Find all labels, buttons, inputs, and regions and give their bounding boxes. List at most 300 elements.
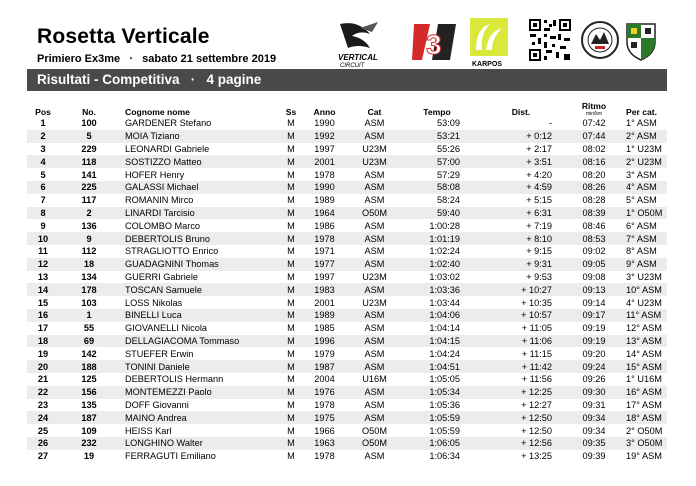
svg-text:VERTICAL: VERTICAL xyxy=(338,53,378,62)
results-banner xyxy=(27,69,667,91)
cell-dist: + 9:31 xyxy=(472,258,570,271)
cell-cat: U23M xyxy=(362,297,387,308)
cell-tempo: 1:05:36 xyxy=(429,399,460,410)
cell-cat: ASM xyxy=(347,181,402,194)
table-row xyxy=(27,437,667,450)
cell-pos: 1 xyxy=(40,118,46,129)
cell-percat: 4° U23M xyxy=(626,297,662,308)
cell-ritmo: 07:42 xyxy=(582,118,606,129)
cell-num: 2 xyxy=(59,207,119,220)
cell-name: MONTEMEZZI Paolo xyxy=(119,386,280,399)
ex3me-logo xyxy=(410,20,458,66)
cell-ritmo: 08:26 xyxy=(570,181,618,194)
cell-ritmo: 09:31 xyxy=(582,399,606,410)
cell-ss: M xyxy=(287,271,295,282)
cell-ss: M xyxy=(280,386,302,399)
cell-percat: 15° ASM xyxy=(618,360,667,373)
cell-cat: U23M xyxy=(362,271,387,282)
svg-text:3: 3 xyxy=(426,29,442,60)
vertical-circuit-logo xyxy=(330,18,390,68)
cell-percat: 4° ASM xyxy=(618,181,667,194)
cell-percat: 13° ASM xyxy=(618,335,667,348)
cell-name: COLOMBO Marco xyxy=(125,220,201,231)
col-dist: Dist. xyxy=(511,107,531,117)
cell-dist: + 11:06 xyxy=(472,335,570,348)
cell-percat: 3° U23M xyxy=(626,271,662,282)
sponsor-logos xyxy=(330,14,696,70)
cell-ss: M xyxy=(287,399,295,410)
cell-num: 136 xyxy=(81,220,97,231)
cell-name: LONGHINO Walter xyxy=(119,437,280,450)
cell-cat: ASM xyxy=(347,309,402,322)
cell-cat: U16M xyxy=(362,374,387,385)
cell-ritmo: 08:28 xyxy=(582,195,606,206)
cell-num: 156 xyxy=(59,386,119,399)
ritmo-label: Ritmo xyxy=(581,101,607,111)
cell-ritmo: 09:39 xyxy=(582,451,606,462)
cell-ss: M xyxy=(287,143,295,154)
cell-num: 134 xyxy=(81,271,97,282)
cell-cat: U23M xyxy=(347,155,402,168)
cell-name: MOIA Tiziano xyxy=(119,130,280,143)
cell-ritmo: 09:05 xyxy=(570,258,618,271)
col-cat: Cat xyxy=(367,107,382,117)
cell-cat: ASM xyxy=(347,411,402,424)
cell-ss: M xyxy=(287,348,295,359)
cell-num: 18 xyxy=(59,258,119,271)
cell-dist: + 12:50 xyxy=(521,425,552,436)
cell-ritmo: 08:46 xyxy=(582,220,606,231)
cell-num: 117 xyxy=(81,195,97,206)
cell-anno: 1963 xyxy=(302,437,347,450)
table-row xyxy=(27,258,667,271)
cell-ss: M xyxy=(287,323,295,334)
cell-ss: M xyxy=(287,220,295,231)
cell-dist: + 3:51 xyxy=(472,155,570,168)
cell-num: 188 xyxy=(59,360,119,373)
cell-pos: 5 xyxy=(40,169,46,180)
cell-pos: 9 xyxy=(40,220,46,231)
cell-dist: + 12:27 xyxy=(521,399,552,410)
cell-anno: 1992 xyxy=(302,130,347,143)
cell-anno: 1986 xyxy=(314,220,335,231)
cell-ritmo: 08:20 xyxy=(582,169,606,180)
cell-num: 1 xyxy=(59,309,119,322)
cell-cat: ASM xyxy=(364,118,385,129)
cell-dist: + 9:15 xyxy=(526,246,552,257)
cell-ritmo: 09:34 xyxy=(570,411,618,424)
cell-name: ROMANIN Mirco xyxy=(125,195,194,206)
cell-num: 232 xyxy=(59,437,119,450)
cell-dist: + 13:25 xyxy=(521,451,552,462)
cell-num: 112 xyxy=(81,246,97,257)
table-row xyxy=(27,322,667,335)
table-row xyxy=(27,194,667,207)
cell-ss: M xyxy=(280,335,302,348)
cell-cat: ASM xyxy=(347,232,402,245)
cell-ss: M xyxy=(280,411,302,424)
karpos-logo xyxy=(470,18,512,68)
cell-name: HEISS Karl xyxy=(125,425,172,436)
page-count: 4 pagine xyxy=(206,72,262,87)
table-row xyxy=(27,386,667,399)
cell-tempo: 57:00 xyxy=(402,155,472,168)
cell-pos: 19 xyxy=(37,348,49,359)
cell-percat: 5° ASM xyxy=(626,195,657,206)
cell-ss: M xyxy=(287,451,295,462)
cell-num: 5 xyxy=(59,130,119,143)
table-row xyxy=(27,360,667,373)
table-row xyxy=(27,424,667,437)
cell-percat: 7° ASM xyxy=(618,232,667,245)
cell-cat: ASM xyxy=(364,323,385,334)
cell-percat: 1° U23M xyxy=(626,143,662,154)
col-name: Cognome nome xyxy=(125,107,190,117)
cell-percat: 14° ASM xyxy=(626,348,662,359)
cell-pos: 12 xyxy=(27,258,59,271)
cell-percat: 6° ASM xyxy=(626,220,657,231)
cell-dist: + 6:31 xyxy=(472,207,570,220)
cell-name: HOFER Henry xyxy=(125,169,185,180)
cell-tempo: 1:04:06 xyxy=(402,309,472,322)
cell-name: LINARDI Tarcisio xyxy=(119,207,280,220)
cell-ritmo: 09:19 xyxy=(570,335,618,348)
cell-num: 100 xyxy=(81,118,97,129)
cell-tempo: 1:05:05 xyxy=(429,374,460,385)
federation-seal xyxy=(580,20,620,60)
table-row xyxy=(27,399,667,412)
cell-dist: + 8:10 xyxy=(472,232,570,245)
cell-tempo: 53:21 xyxy=(402,130,472,143)
cell-ritmo: 09:14 xyxy=(582,297,606,308)
col-num: No. xyxy=(82,107,96,117)
cell-pos: 27 xyxy=(37,451,49,462)
cell-ss: M xyxy=(280,258,302,271)
cell-tempo: 58:24 xyxy=(437,195,460,206)
banner-label: Risultati - Competitiva xyxy=(37,72,180,87)
cell-num: 135 xyxy=(81,399,97,410)
cell-cat: O50M xyxy=(361,425,388,436)
cell-anno: 1966 xyxy=(314,425,335,436)
cell-tempo: 1:05:59 xyxy=(429,425,460,436)
cell-pos: 26 xyxy=(27,437,59,450)
cell-name: DEBERTOLIS Bruno xyxy=(119,232,280,245)
cell-pos: 16 xyxy=(27,309,59,322)
table-row xyxy=(27,296,667,309)
cell-ss: M xyxy=(287,195,295,206)
cell-pos: 4 xyxy=(27,155,59,168)
cell-dist: + 4:59 xyxy=(472,181,570,194)
checkered-shield xyxy=(625,20,657,62)
cell-ss: M xyxy=(280,360,302,373)
cell-anno: 1975 xyxy=(302,411,347,424)
cell-pos: 20 xyxy=(27,360,59,373)
cell-pos: 15 xyxy=(37,297,49,308)
cell-cat: ASM xyxy=(364,451,385,462)
cell-ss: M xyxy=(280,130,302,143)
cell-anno: 1964 xyxy=(302,207,347,220)
cell-dist: + 11:56 xyxy=(521,374,552,385)
cell-percat: 17° ASM xyxy=(626,399,662,410)
cell-dist: - xyxy=(548,118,552,129)
cell-cat: ASM xyxy=(347,258,402,271)
cell-percat: 3° O50M xyxy=(618,437,667,450)
table-row xyxy=(27,335,667,348)
cell-ss: M xyxy=(287,169,295,180)
cell-dist: + 12:50 xyxy=(472,411,570,424)
cell-cat: ASM xyxy=(347,335,402,348)
table-row xyxy=(27,117,667,130)
cell-name: TONINI Daniele xyxy=(119,360,280,373)
cell-dist: + 11:42 xyxy=(472,360,570,373)
cell-anno: 1978 xyxy=(302,232,347,245)
cell-tempo: 1:03:36 xyxy=(402,283,472,296)
cell-name: TOSCAN Samuele xyxy=(119,283,280,296)
table-row xyxy=(27,168,667,181)
cell-dist: + 0:12 xyxy=(472,130,570,143)
cell-ritmo: 09:19 xyxy=(582,323,606,334)
cell-pos: 18 xyxy=(27,335,59,348)
cell-name: GALASSI Michael xyxy=(119,181,280,194)
cell-ritmo: 09:02 xyxy=(582,246,606,257)
cell-dist: + 10:35 xyxy=(521,297,552,308)
cell-cat: ASM xyxy=(347,360,402,373)
cell-percat: 3° ASM xyxy=(626,169,657,180)
cell-num: 225 xyxy=(59,181,119,194)
cell-cat: O50M xyxy=(347,207,402,220)
cell-cat: ASM xyxy=(364,399,385,410)
cell-dist: + 5:15 xyxy=(526,195,552,206)
cell-tempo: 1:06:05 xyxy=(402,437,472,450)
cell-anno: 1978 xyxy=(314,451,335,462)
cell-num: 178 xyxy=(59,283,119,296)
cell-dist: + 12:25 xyxy=(472,386,570,399)
cell-pos: 21 xyxy=(37,374,49,385)
cell-pos: 7 xyxy=(40,195,46,206)
cell-cat: ASM xyxy=(364,220,385,231)
cell-cat: ASM xyxy=(347,130,402,143)
cell-ritmo: 08:02 xyxy=(582,143,606,154)
cell-tempo: 1:06:34 xyxy=(429,451,460,462)
cell-tempo: 1:04:51 xyxy=(402,360,472,373)
cell-num: 19 xyxy=(83,451,95,462)
table-row xyxy=(27,219,667,232)
cell-pos: 25 xyxy=(37,425,49,436)
cell-dist: + 9:53 xyxy=(526,271,552,282)
cell-percat: 12° ASM xyxy=(626,323,662,334)
cell-cat: O50M xyxy=(347,437,402,450)
col-ss: Ss xyxy=(285,107,297,117)
table-row xyxy=(27,309,667,322)
cell-tempo: 57:29 xyxy=(437,169,460,180)
qr-code xyxy=(528,18,572,62)
cell-dist: + 2:17 xyxy=(526,143,552,154)
table-row xyxy=(27,271,667,284)
cell-ss: M xyxy=(287,374,295,385)
cell-percat: 1° ASM xyxy=(626,118,657,129)
cell-cat: ASM xyxy=(364,195,385,206)
cell-name: GARDENER Stefano xyxy=(125,118,212,129)
cell-name: STRAGLIOTTO Enrico xyxy=(125,246,219,257)
cell-anno: 1978 xyxy=(314,399,335,410)
cell-ritmo: 09:08 xyxy=(582,271,606,282)
cell-name: SOSTIZZO Matteo xyxy=(119,155,280,168)
cell-ritmo: 08:39 xyxy=(570,207,618,220)
cell-percat: 2° O50M xyxy=(626,425,663,436)
cell-pos: 3 xyxy=(40,143,46,154)
cell-anno: 1978 xyxy=(314,169,335,180)
cell-name: DOFF Giovanni xyxy=(125,399,189,410)
cell-tempo: 1:01:19 xyxy=(402,232,472,245)
cell-pos: 11 xyxy=(38,246,48,257)
cell-num: 103 xyxy=(81,297,97,308)
cell-tempo: 1:04:15 xyxy=(402,335,472,348)
col-percat: Per cat. xyxy=(626,107,658,117)
cell-tempo: 1:05:59 xyxy=(402,411,472,424)
table-row xyxy=(27,347,667,360)
cell-num: 142 xyxy=(81,348,97,359)
col-anno: Anno xyxy=(313,107,336,117)
cell-dist: + 12:56 xyxy=(472,437,570,450)
cell-pos: 22 xyxy=(27,386,59,399)
cell-num: 229 xyxy=(81,143,97,154)
cell-name: DELLAGIACOMA Tommaso xyxy=(119,335,280,348)
table-row xyxy=(27,143,667,156)
cell-dist: + 7:19 xyxy=(526,220,552,231)
cell-name: LEONARDI Gabriele xyxy=(125,143,210,154)
cell-tempo: 1:04:24 xyxy=(429,348,460,359)
table-row xyxy=(27,130,667,143)
cell-tempo: 59:40 xyxy=(402,207,472,220)
cell-tempo: 1:02:40 xyxy=(402,258,472,271)
cell-anno: 1997 xyxy=(314,271,335,282)
cell-percat: 16° ASM xyxy=(618,386,667,399)
separator-dot: · xyxy=(129,53,133,65)
cell-anno: 1977 xyxy=(302,258,347,271)
cell-dist: + 10:57 xyxy=(472,309,570,322)
cell-name: GUADAGNINI Thomas xyxy=(119,258,280,271)
cell-ritmo: 08:53 xyxy=(570,232,618,245)
page-title: Rosetta Verticale xyxy=(37,25,210,48)
cell-cat: ASM xyxy=(364,246,385,257)
table-row xyxy=(27,232,667,245)
cell-pos: 23 xyxy=(37,399,49,410)
cell-name: FERRAGUTI Emiliano xyxy=(125,451,216,462)
cell-anno: 2001 xyxy=(302,155,347,168)
cell-tempo: 1:03:44 xyxy=(429,297,460,308)
svg-text:KARPOS: KARPOS xyxy=(472,61,502,68)
cell-num: 187 xyxy=(59,411,119,424)
cell-ritmo: 09:30 xyxy=(570,386,618,399)
cell-tempo: 1:04:14 xyxy=(429,323,460,334)
cell-ss: M xyxy=(287,246,295,257)
cell-name: MAINO Andrea xyxy=(119,411,280,424)
cell-anno: 1997 xyxy=(314,143,335,154)
cell-tempo: 1:03:02 xyxy=(429,271,460,282)
event-name: Primiero Ex3me xyxy=(37,53,121,65)
cell-ritmo: 09:13 xyxy=(570,283,618,296)
cell-dist: + 10:27 xyxy=(472,283,570,296)
results-table xyxy=(27,101,667,463)
cell-name: DEBERTOLIS Hermann xyxy=(125,374,224,385)
table-row xyxy=(27,283,667,296)
cell-anno: 1985 xyxy=(314,323,335,334)
cell-anno: 2004 xyxy=(314,374,335,385)
cell-percat: 9° ASM xyxy=(618,258,667,271)
event-date: sabato 21 settembre 2019 xyxy=(142,53,277,65)
cell-ritmo: 07:44 xyxy=(570,130,618,143)
cell-num: 55 xyxy=(83,323,95,334)
col-pos: Pos xyxy=(35,107,51,117)
cell-percat: 8° ASM xyxy=(626,246,657,257)
cell-ss: M xyxy=(280,181,302,194)
cell-anno: 1979 xyxy=(314,348,335,359)
col-ritmo xyxy=(570,101,618,117)
cell-num: 125 xyxy=(81,374,97,385)
cell-ss: M xyxy=(280,437,302,450)
ritmo-unit: min/km xyxy=(585,111,603,117)
cell-pos: 14 xyxy=(27,283,59,296)
banner-separator: · xyxy=(190,72,196,87)
cell-percat: 2° ASM xyxy=(618,130,667,143)
cell-percat: 11° ASM xyxy=(618,309,667,322)
cell-name: BINELLI Luca xyxy=(119,309,280,322)
cell-pos: 8 xyxy=(27,207,59,220)
cell-ss: M xyxy=(287,118,295,129)
table-row xyxy=(27,411,667,424)
event-subtitle xyxy=(37,53,276,65)
table-row xyxy=(27,155,667,168)
cell-num: 69 xyxy=(59,335,119,348)
cell-ritmo: 09:34 xyxy=(582,425,606,436)
cell-pos: 13 xyxy=(37,271,49,282)
cell-ss: M xyxy=(280,232,302,245)
cell-pos: 6 xyxy=(27,181,59,194)
cell-name: LOSS Nikolas xyxy=(125,297,183,308)
cell-dist: + 11:15 xyxy=(521,348,552,359)
cell-ritmo: 09:35 xyxy=(570,437,618,450)
cell-dist: + 11:05 xyxy=(521,323,552,334)
cell-num: 9 xyxy=(59,232,119,245)
cell-dist: + 4:20 xyxy=(526,169,552,180)
table-row xyxy=(27,450,667,463)
cell-ritmo: 09:24 xyxy=(570,360,618,373)
cell-cat: ASM xyxy=(347,386,402,399)
cell-anno: 1990 xyxy=(314,118,335,129)
cell-num: 109 xyxy=(81,425,97,436)
cell-ritmo: 09:26 xyxy=(582,374,606,385)
cell-ss: M xyxy=(280,207,302,220)
cell-pos: 2 xyxy=(27,130,59,143)
cell-tempo: 53:09 xyxy=(437,118,460,129)
cell-ritmo: 09:17 xyxy=(570,309,618,322)
table-row xyxy=(27,181,667,194)
cell-percat: 18° ASM xyxy=(618,411,667,424)
cell-ss: M xyxy=(280,309,302,322)
cell-pos: 24 xyxy=(27,411,59,424)
table-header-row xyxy=(27,101,667,117)
table-row xyxy=(27,207,667,220)
cell-percat: 10° ASM xyxy=(618,283,667,296)
cell-ss: M xyxy=(280,283,302,296)
cell-anno: 1989 xyxy=(314,195,335,206)
table-row xyxy=(27,373,667,386)
cell-cat: ASM xyxy=(364,169,385,180)
cell-percat: 1° O50M xyxy=(618,207,667,220)
svg-text:CIRCUIT: CIRCUIT xyxy=(340,63,365,68)
cell-cat: ASM xyxy=(347,283,402,296)
cell-tempo: 1:02:24 xyxy=(429,246,460,257)
